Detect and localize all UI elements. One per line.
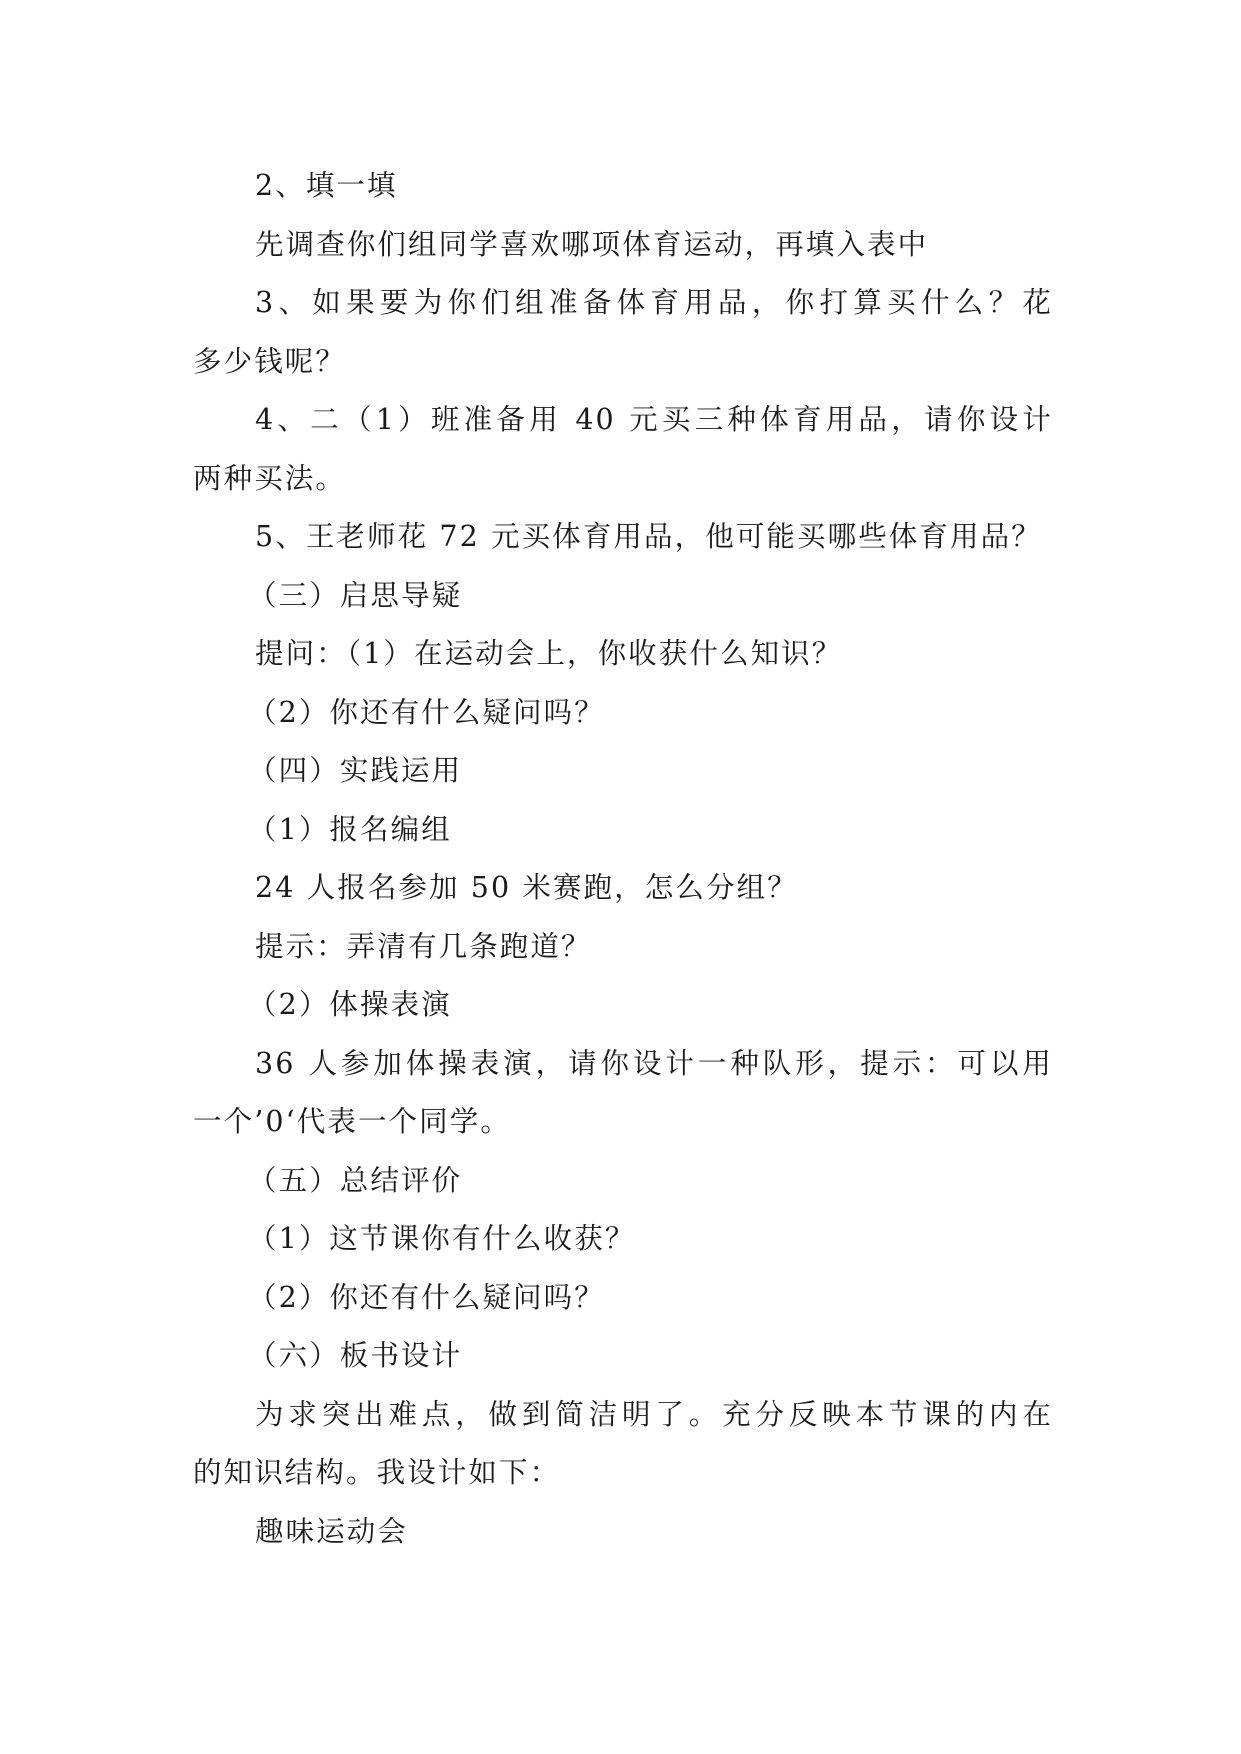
section-heading: （六）板书设计 <box>248 1339 463 1372</box>
paragraph-line: 4、二（1）班准备用 40 元买三种体育用品，请你设计 <box>255 403 1053 436</box>
paragraph-line: 为求突出难点，做到简洁明了。充分反映本节课的内在 <box>255 1397 1053 1431</box>
paragraph-line: 36 人参加体操表演，请你设计一种队形，提示：可以用 <box>255 1046 1053 1080</box>
section-heading: （三）启思导疑 <box>248 578 463 612</box>
paragraph-line: 5、王老师花 72 元买体育用品，他可能买哪些体育用品？ <box>255 520 1042 553</box>
paragraph-line: （2）你还有什么疑问吗？ <box>248 1280 605 1314</box>
subsection-heading: （1）报名编组 <box>248 812 452 846</box>
paragraph-line: （1）这节课你有什么收获？ <box>248 1222 636 1255</box>
paragraph-line: 提问：（1）在运动会上，你收获什么知识？ <box>255 637 843 670</box>
paragraph-line: 多少钱呢？ <box>193 344 347 378</box>
paragraph-line: 24 人报名参加 50 米赛跑，怎么分组？ <box>255 871 798 904</box>
paragraph-line: 一个’0‘代表一个同学。 <box>193 1105 511 1138</box>
paragraph-line: 先调查你们组同学喜欢哪项体育运动，再填入表中 <box>255 227 929 261</box>
subsection-heading: （2）体操表演 <box>248 988 452 1021</box>
paragraph-line: 提示：弄清有几条跑道？ <box>255 929 592 963</box>
section-heading: （四）实践运用 <box>248 754 463 787</box>
paragraph-line: 3、如果要为你们组准备体育用品，你打算买什么？花 <box>255 286 1053 319</box>
paragraph-line: 两种买法。 <box>193 461 347 495</box>
section-heading: （五）总结评价 <box>248 1163 463 1197</box>
document-body <box>193 157 1053 1561</box>
paragraph-line: 的知识结构。我设计如下： <box>193 1456 561 1489</box>
paragraph-line: （2）你还有什么疑问吗？ <box>248 695 605 729</box>
paragraph-line: 2、填一填 <box>255 169 398 202</box>
paragraph-line: 趣味运动会 <box>255 1514 409 1548</box>
